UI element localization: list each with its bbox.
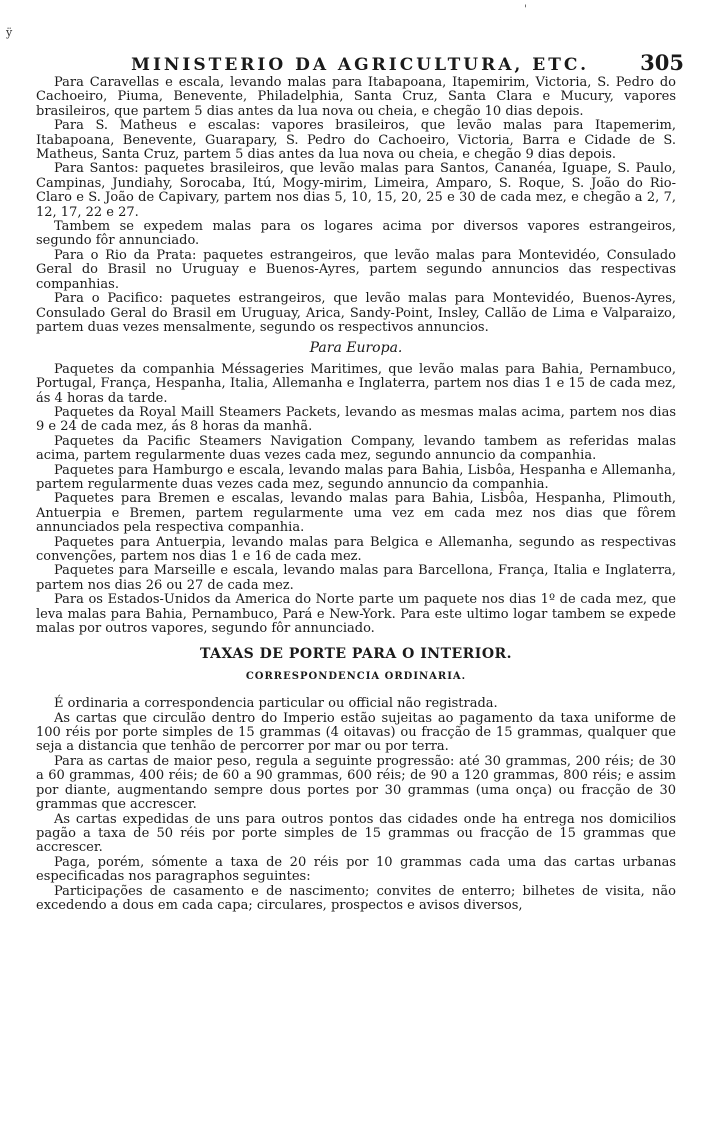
paragraph: Para os Estados-Unidos da America do Norte parte um paquete nos dias 1º de cada mez, que leva malas para Bahia, Pernambuco, Pará e New-York. Para este ultimo logar tambem se expede malas por outros vapores, segundo fôr annunciado. (36, 592, 676, 637)
paragraph: Paquetes da companhia Méssageries Maritimes, que levão malas para Bahia, Pernambuco, Portugal, França, Hespanha, Italia, Allemanha e Inglaterra, partem nos dias 1 e 15 de cada mez, ás 4 horas da tarde. (36, 361, 676, 406)
paragraph: Para Caravellas e escala, levando malas para Itabapoana, Itapemirim, Victoria, S. Pedro do Cachoeiro, Piuma, Benevente, Philadelphia, Santa Cruz, Santa Clara e Mucury, vapores brasileiros, que partem 5 dias antes da lua nova ou cheia, e chegão 10 dias depois. (36, 75, 676, 119)
page-number: 305 (640, 50, 684, 75)
section-heading-europa: Para Europa. (309, 340, 403, 357)
paragraph: Paquetes da Royal Maill Steamers Packets, levando as mesmas malas acima, partem nos dias 9 e 24 de cada mez, ás 8 horas da manhã. (36, 404, 676, 435)
paragraph: Paquetes para Antuerpia, levando malas para Belgica e Allemanha, segundo as respectivas convenções, partem nos dias 1 e 16 de cada mez. (36, 534, 676, 564)
top-tick-mark: ' (524, 4, 527, 15)
paragraph: Paquetes para Marseille e escala, levando malas para Barcellona, França, Italia e Inglaterra, partem nos dias 26 ou 27 de cada mez. (36, 563, 676, 593)
header-title: MINISTERIO DA AGRICULTURA, ETC. (131, 55, 590, 75)
paragraph: Paga, porém, sómente a taxa de 20 réis por 10 grammas cada uma das cartas urbanas especificadas nos paragraphos seguintes: (36, 854, 676, 885)
paragraph: As cartas expedidas de uns para outros pontos das cidades onde ha entrega nos domicilios pagão a taxa de 50 réis por porte simples de 15 grammas ou fracção de 15 grammas que accrescer. (36, 811, 676, 856)
paragraph: Para S. Matheus e escalas: vapores brasileiros, que levão malas para Itapemerim, Itabapoana, Benevente, Guarapary, S. Pedro do Cachoeiro, Victoria, Barra e Cidade de S. Matheus, Santa Cruz, partem 5 dias antes da lua nova ou cheia, e chegão 9 dias depois. (36, 118, 676, 163)
paragraph: Para o Rio da Prata: paquetes estrangeiros, que levão malas para Montevidéo, Consulado Geral do Brasil no Uruguay e Buenos-Ayres, partem segundo annuncios das respectivas companhias. (36, 247, 676, 292)
paragraph: Paquetes para Hamburgo e escala, levando malas para Bahia, Lisbôa, Hespanha e Allemanha, partem regularmente duas vezes cada mez, segundo annuncio da companhia. (36, 462, 676, 492)
document-body (36, 76, 676, 913)
paragraph: É ordinaria a correspondencia particular ou official não registrada. (54, 696, 498, 712)
section-heading-taxas: TAXAS DE PORTE PARA O INTERIOR. (199, 646, 513, 663)
paragraph: Tambem se expedem malas para os logares acima por diversos vapores estrangeiros, segundo fôr annunciado. (36, 219, 676, 249)
paragraph: Para o Pacifico: paquetes estrangeiros, que levão malas para Montevidéo, Buenos-Ayres, Consulado Geral do Brasil em Uruguay, Arica, Sandy-Point, Insley, Callão de Lima e Valparaizo, partem duas vezes mensalmente, segundo os respectivos annuncios. (36, 291, 676, 335)
margin-mark: ÿ (6, 26, 13, 39)
paragraph: Para Santos: paquetes brasileiros, que levão malas para Santos, Cananéa, Iguape, S. Paulo, Campinas, Jundiahy, Sorocaba, Itú, Mogy-mirim, Limeira, Amparo, S. Roque, S. João do Rio-Claro e S. João de Capivary, partem nos dias 5, 10, 15, 20, 25 e 30 de cada mez, e chegão a 2, 7, 12, 17, 22 e 27. (36, 161, 676, 220)
paragraph: Paquetes da Pacific Steamers Navigation Company, levando tambem as referidas malas acima, partem regularmente duas vezes cada mez, segundo annuncio da companhia. (36, 433, 676, 464)
subheading-correspondencia: CORRESPONDENCIA ORDINARIA. (245, 670, 467, 682)
paragraph: Participações de casamento e de nascimento; convites de enterro; bilhetes de visita, não excedendo a dous em cada capa; circulares, prospectos e avisos diversos, (36, 883, 676, 913)
paragraph: Para as cartas de maior peso, regula a seguinte progressão: até 30 grammas, 200 réis; de 30 a 60 grammas, 400 réis; de 60 a 90 grammas, 600 réis; de 90 a 120 grammas, 800 réis; e assim por diante, augmentando sempre dous portes por 30 grammas (uma onça) ou fracção de 30 grammas que accrescer. (36, 753, 676, 813)
paragraph: Paquetes para Bremen e escalas, levando malas para Bahia, Lisbôa, Hespanha, Plimouth, Antuerpia e Bremen, partem regularmente uma vez em cada mez nos dias que fôrem annunciados pela respectiva companhia. (36, 491, 676, 536)
paragraph: As cartas que circulão dentro do Imperio estão sujeitas ao pagamento da taxa uniforme de 100 réis por porte simples de 15 grammas (4 oitavas) ou fracção de 15 grammas, qualquer que seja a distancia que tenhão de percorrer por mar ou por terra. (36, 710, 676, 755)
